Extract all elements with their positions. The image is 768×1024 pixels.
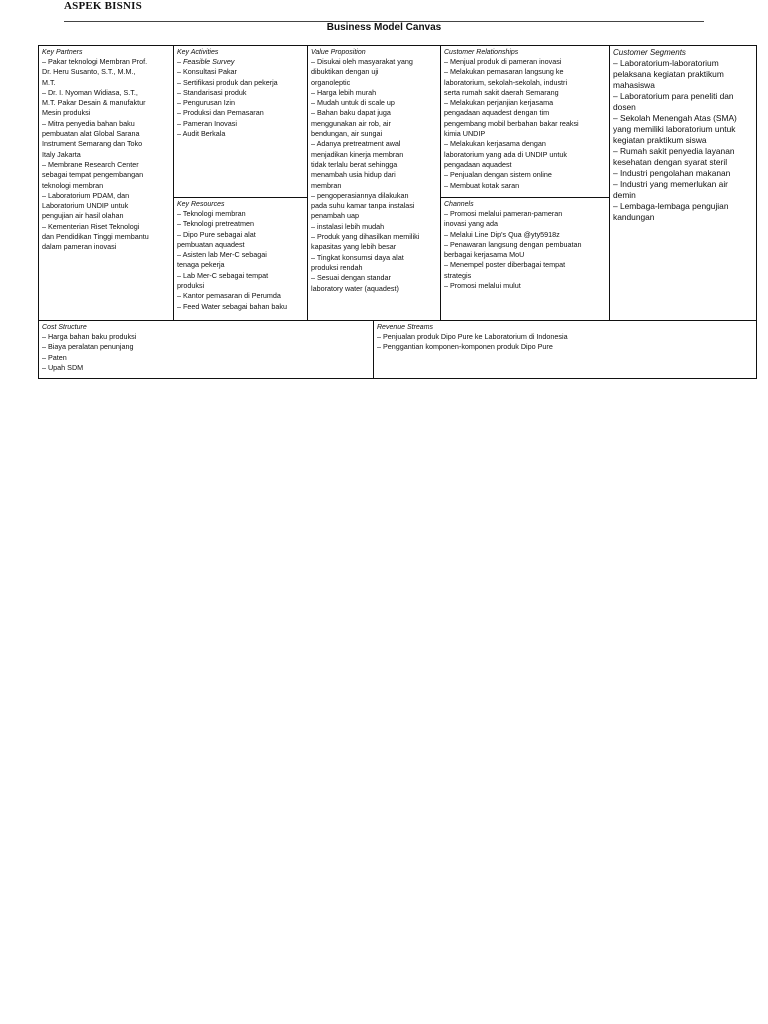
list-item: – Melakukan perjanjian kerjasama pengadaan aquadest dengan tim pengembang mobil berbahan bakar reaksi kimia UNDIP (444, 98, 579, 139)
customer-segments-heading: Customer Segments (613, 48, 686, 57)
list-item: – Laboratorium para peneliti dan dosen (613, 91, 734, 112)
list-item: – Dr. I. Nyoman Widiasa, S.T., M.T. Pakar Desain & manufaktur Mesin produksi (42, 87, 146, 118)
list-item: – pengoperasiannya dilakukan pada suhu kamar tanpa instalasi penambah uap (311, 190, 415, 221)
list-item: – Membuat kotak saran (444, 180, 520, 190)
customer-relationships-block (440, 46, 609, 197)
list-item: – Penjualan produk Dipo Pure ke Laboratorium di Indonesia (377, 332, 568, 341)
list-item: – Feed Water sebagai bahan baku (177, 301, 288, 311)
list-item: – Promosi melalui pameran-pameran inovasi yang ada (444, 209, 563, 229)
list-item: – Sekolah Menengah Atas (SMA) yang memiliki laboratorium untuk kegiatan praktikum siswa (613, 113, 737, 145)
key-activities-heading: Key Activities (177, 49, 219, 56)
list-item: – Kantor pemasaran di Perumda (177, 291, 281, 301)
list-item: – Menjual produk di pameran inovasi (444, 57, 562, 66)
list-item: – Laboratorium PDAM, dan Laboratorium UNDIP untuk pengujian air hasil olahan (42, 190, 130, 221)
list-item: – Promosi melalui mulut (444, 281, 521, 291)
list-item: – Membrane Research Center sebagai tempat pengembangan teknologi membran (42, 159, 144, 190)
list-item: – Pengurusan Izin (177, 98, 235, 108)
revenue-streams-block (373, 321, 756, 378)
list-item: – Melalui Line Dip's Qua @yty5918z (444, 229, 560, 239)
business-model-canvas (38, 45, 757, 379)
list-item: – Sertifikasi produk dan pekerja (177, 77, 278, 87)
list-item: – Standarisasi produk (177, 87, 247, 97)
customer-relationships-heading: Customer Relationships (444, 49, 519, 56)
list-item: – Konsultasi Pakar (177, 67, 237, 77)
list-item: – Teknologi pretreatmen (177, 219, 254, 229)
list-item: – Upah SDM (42, 362, 84, 372)
key-partners-heading: Key Partners (42, 49, 83, 56)
section-heading: ASPEK BISNIS (64, 0, 142, 12)
key-partners-block (39, 46, 173, 321)
cost-structure-block (39, 321, 373, 378)
list-item: – Laboratorium-laboratorium pelaksana kegiatan praktikum mahasiswa (613, 58, 724, 90)
key-activities-block (173, 46, 307, 197)
list-item: – Dipo Pure sebagai alat pembuatan aquadest (177, 229, 256, 249)
list-item: – Teknologi membran (177, 209, 246, 218)
list-item: – Penjualan dengan sistem online (444, 170, 552, 180)
list-item: – Industri yang memerlukan air demin (613, 179, 728, 200)
canvas-title: Business Model Canvas (326, 22, 442, 33)
list-item: – Lembaga-lembaga pengujian kandungan (613, 201, 729, 222)
list-item: – Paten (42, 352, 67, 362)
channels-heading: Channels (444, 201, 474, 208)
list-item: – Tingkat konsumsi daya alat produksi rendah (311, 252, 404, 272)
channels-block (440, 197, 609, 321)
list-item: – Lab Mer-C sebagai tempat produksi (177, 270, 269, 291)
list-item: – Pakar teknologi Membran Prof. Dr. Heru Susanto, S.T., M.M., M.T. (42, 57, 148, 87)
list-item: – Adanya pretreatment awal menjadikan kinerja membran tidak terlalu berat sehingga menambah usia hidup dari membran (311, 139, 404, 190)
value-proposition-block (307, 46, 440, 321)
revenue-streams-heading: Revenue Streams (377, 324, 434, 331)
list-item: – Audit Berkala (177, 129, 226, 139)
list-item: – Penggantian komponen-komponen produk Dipo Pure (377, 342, 553, 352)
list-item: – Menempel poster diberbagai tempat strategis (444, 260, 566, 280)
list-item: – Disukai oleh masyarakat yang dibuktikan dengan uji organoleptic (311, 57, 413, 87)
list-item: – Bahan baku dapat juga menggunakan air rob, air bendungan, air sungai (311, 108, 391, 139)
value-proposition-heading: Value Proposition (311, 49, 366, 56)
list-item: – instalasi lebih mudah (311, 221, 385, 231)
list-item: – Asisten lab Mer-C sebagai tenaga pekerja (177, 250, 267, 270)
list-item: – Pameran Inovasi (177, 118, 237, 128)
customer-segments-block (609, 46, 756, 321)
list-item: – Penawaran langsung dengan pembuatan berbagai kerjasama MoU (444, 239, 582, 260)
list-item: – Harga bahan baku produksi (42, 332, 137, 341)
list-item: – Melakukan kerjasama dengan laboratorium yang ada di UNDIP untuk pengadaan aquadest (444, 139, 567, 169)
list-item: – Produk yang dihasilkan memiliki kapasitas yang lebih besar (311, 232, 420, 252)
list-item: – Harga lebih murah (311, 87, 377, 97)
list-item: – Sesuai dengan standar laboratory water (aquadest) (311, 273, 399, 293)
list-item: – Biaya peralatan penunjang (42, 342, 134, 352)
cost-structure-heading: Cost Structure (42, 324, 87, 331)
list-item: – Melakukan pemasaran langsung ke laboratorium, sekolah-sekolah, industri serta rumah sakit daerah Semarang (444, 67, 568, 97)
key-resources-block (173, 197, 307, 321)
list-item: – Feasible Survey (177, 57, 235, 66)
list-item: – Mudah untuk di scale up (311, 98, 395, 108)
list-item: – Kementerian Riset Teknologi dan Pendidikan Tinggi membantu dalam pameran inovasi (42, 221, 149, 252)
list-item: – Rumah sakit penyedia layanan kesehatan dengan syarat steril (613, 146, 735, 167)
key-resources-heading: Key Resources (177, 201, 225, 208)
list-item: – Industri pengolahan makanan (613, 168, 731, 178)
list-item: – Mitra penyedia bahan baku pembuatan alat Global Sarana Instrument Semarang dan Toko Italy Jakarta (42, 118, 143, 159)
list-item: – Produksi dan Pemasaran (177, 108, 264, 118)
